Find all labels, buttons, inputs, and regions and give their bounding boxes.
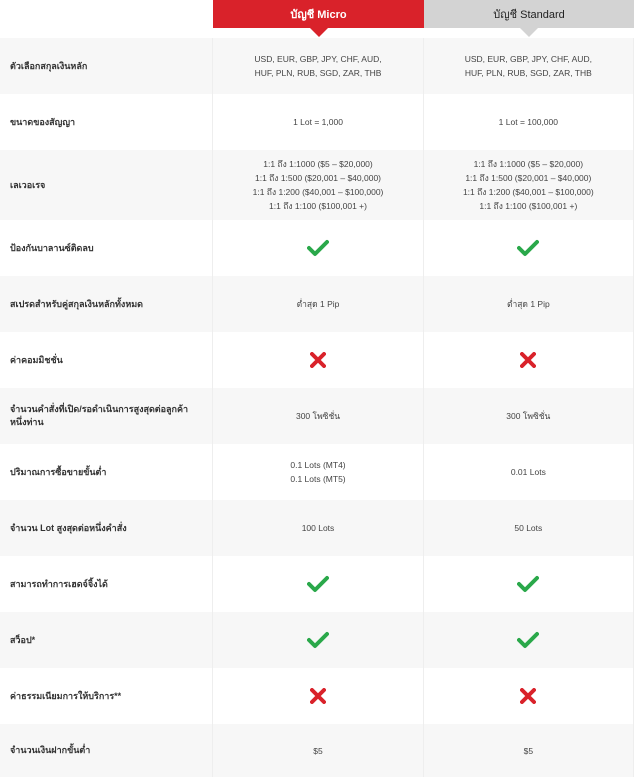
micro-value-line: 100 Lots [301, 523, 335, 533]
check-icon [517, 239, 539, 257]
standard-cell [423, 94, 634, 150]
micro-cell [212, 668, 422, 724]
row-label: จำนวนเงินฝากขั้นต่ำ [10, 745, 91, 755]
row-label: สเปรดสำหรับคู่สกุลเงินหลักทั้งหมด [10, 298, 144, 309]
micro-cell [212, 500, 422, 556]
table-row [0, 500, 634, 556]
micro-cell [212, 220, 422, 276]
cross-icon [520, 352, 536, 368]
micro-value-line: ต่ำสุด 1 Pip [296, 299, 340, 309]
micro-value-line: 1:1 ถึง 1:500 ($20,001 – $40,000) [254, 173, 382, 183]
row-label: ปริมาณการซื้อขายขั้นต่ำ [10, 466, 107, 477]
standard-value-line: ต่ำสุด 1 Pip [506, 299, 550, 309]
standard-value-line: 50 Lots [514, 523, 543, 533]
table-row [0, 444, 634, 500]
check-icon [307, 631, 329, 649]
micro-value-line: 1:1 ถึง 1:100 ($100,001 +) [269, 201, 367, 211]
header-corner [0, 0, 213, 38]
check-icon [517, 575, 539, 593]
row-label: ขนาดของสัญญา [10, 116, 76, 127]
cross-icon [310, 688, 326, 704]
row-label: ป้องกันบาลานซ์ติดลบ [10, 242, 94, 253]
micro-cell [212, 612, 422, 668]
standard-cell [423, 668, 634, 724]
standard-value-line: 300 โพซิชั่น [506, 411, 551, 421]
row-label: จำนวน Lot สูงสุดต่อหนึ่งคำสั่ง [10, 522, 127, 533]
table-row [0, 556, 634, 612]
standard-value-line: 1:1 ถึง 1:500 ($20,001 – $40,000) [465, 173, 592, 183]
row-label [0, 388, 212, 444]
standard-cell [423, 556, 634, 612]
micro-cell [212, 38, 422, 94]
standard-cell [423, 276, 634, 332]
micro-value-line: 1:1 ถึง 1:200 ($40,001 – $100,000) [252, 187, 384, 197]
standard-cell [423, 332, 634, 388]
standard-cell [423, 444, 634, 500]
check-icon [307, 239, 329, 257]
table-row [0, 668, 634, 724]
row-label-line: หนึ่งท่าน [10, 417, 44, 427]
row-label: เลเวอเรจ [10, 179, 46, 190]
standard-value-line: 0.01 Lots [510, 467, 546, 477]
table-row [0, 612, 634, 668]
micro-cell [212, 388, 422, 444]
table-row [0, 94, 634, 150]
row-label: สว็อป* [10, 634, 36, 645]
standard-cell [423, 150, 634, 220]
row-label: ค่าธรรมเนียมการให้บริการ** [10, 690, 122, 701]
standard-account-header: บัญชี Standard [424, 0, 634, 28]
row-label: ตัวเลือกสกุลเงินหลัก [10, 60, 88, 71]
micro-account-header: บัญชี Micro [213, 0, 424, 28]
check-icon [307, 575, 329, 593]
table-body [0, 38, 634, 777]
standard-cell [423, 38, 634, 94]
row-label: สามารถทำการเฮดจ์จิ้งได้ [10, 578, 108, 589]
micro-cell [212, 444, 422, 500]
micro-cell [212, 556, 422, 612]
micro-cell [212, 332, 422, 388]
row-label-line: จำนวนคำสั่งที่เปิด/รอดำเนินการสูงสุดต่อลูกค้า [10, 404, 189, 414]
micro-value-line: 1 Lot = 1,000 [293, 117, 343, 127]
standard-value-line: 1:1 ถึง 1:200 ($40,001 – $100,000) [462, 187, 594, 197]
micro-value-line: HUF, PLN, RUB, SGD, ZAR, THB [254, 68, 382, 78]
standard-cell [423, 220, 634, 276]
standard-cell [423, 612, 634, 668]
standard-cell [423, 388, 634, 444]
check-icon [517, 631, 539, 649]
table-row [0, 220, 634, 276]
row-label: ค่าคอมมิชชั่น [10, 354, 63, 365]
standard-value-line: USD, EUR, GBP, JPY, CHF, AUD, [464, 54, 592, 64]
table-row [0, 332, 634, 388]
micro-cell [212, 276, 422, 332]
table-row [0, 150, 634, 220]
micro-value-line: 0.1 Lots (MT5) [290, 474, 346, 484]
table-header [0, 0, 634, 38]
micro-cell [212, 150, 422, 220]
cross-icon [310, 352, 326, 368]
table-row [0, 388, 634, 444]
standard-cell [423, 724, 634, 777]
standard-cell [423, 500, 634, 556]
table-row [0, 276, 634, 332]
standard-value-line: 1:1 ถึง 1:100 ($100,001 +) [479, 201, 578, 211]
standard-value-line: 1:1 ถึง 1:1000 ($5 – $20,000) [473, 159, 584, 169]
standard-value-line: 1 Lot = 100,000 [498, 117, 558, 127]
table-row [0, 38, 634, 94]
micro-value-line: 0.1 Lots (MT4) [290, 460, 346, 470]
micro-value-line: $5 [313, 745, 323, 756]
micro-cell [212, 94, 422, 150]
table-row [0, 724, 634, 777]
micro-cell [212, 724, 422, 777]
micro-value-line: 300 โพซิชั่น [295, 411, 341, 421]
micro-value-line: 1:1 ถึง 1:1000 ($5 – $20,000) [263, 159, 373, 169]
micro-value-line: USD, EUR, GBP, JPY, CHF, AUD, [254, 54, 382, 64]
cross-icon [520, 688, 536, 704]
standard-value-line: $5 [523, 745, 534, 756]
standard-value-line: HUF, PLN, RUB, SGD, ZAR, THB [464, 68, 592, 78]
